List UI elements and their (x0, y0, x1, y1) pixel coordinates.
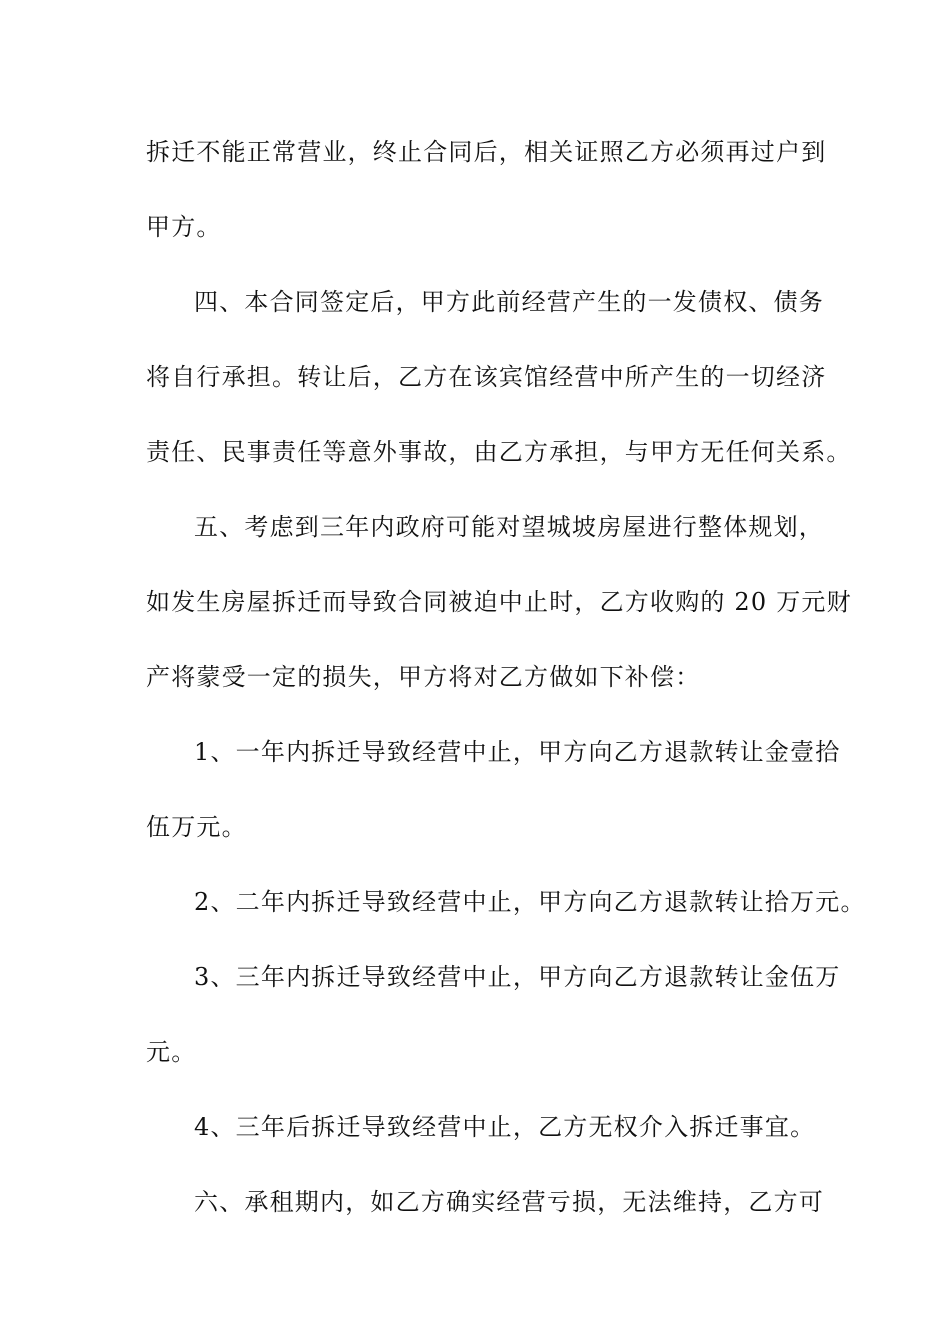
text-line: 拆迁不能正常营业，终止合同后，相关证照乙方必须再过户到 (146, 138, 827, 166)
list-item-1-line: 1、一年内拆迁导致经营中止，甲方向乙方退款转让金壹拾 (194, 738, 841, 766)
paragraph-5-line: 五、考虑到三年内政府可能对望城坡房屋进行整体规划， (194, 513, 824, 541)
text-line: 伍万元。 (146, 813, 247, 841)
text-line: 元。 (146, 1038, 197, 1066)
list-item-4-line: 4、三年后拆迁导致经营中止，乙方无权介入拆迁事宜。 (194, 1113, 816, 1141)
text-line: 甲方。 (146, 213, 222, 241)
text-line: 责任、民事责任等意外事故，由乙方承担，与甲方无任何关系。 (146, 438, 852, 466)
text-line: 产将蒙受一定的损失，甲方将对乙方做如下补偿： (146, 663, 701, 691)
paragraph-6-line: 六、承租期内，如乙方确实经营亏损，无法维持，乙方可 (194, 1188, 824, 1216)
text-line: 将自行承担。转让后，乙方在该宾馆经营中所产生的一切经济 (146, 363, 827, 391)
paragraph-4-line: 四、本合同签定后，甲方此前经营产生的一发债权、债务 (194, 288, 824, 316)
list-item-2-line: 2、二年内拆迁导致经营中止，甲方向乙方退款转让拾万元。 (194, 888, 866, 916)
text-line: 如发生房屋拆迁而导致合同被迫中止时，乙方收购的 20 万元财 (146, 588, 852, 616)
list-item-3-line: 3、三年内拆迁导致经营中止，甲方向乙方退款转让金伍万 (194, 963, 841, 991)
